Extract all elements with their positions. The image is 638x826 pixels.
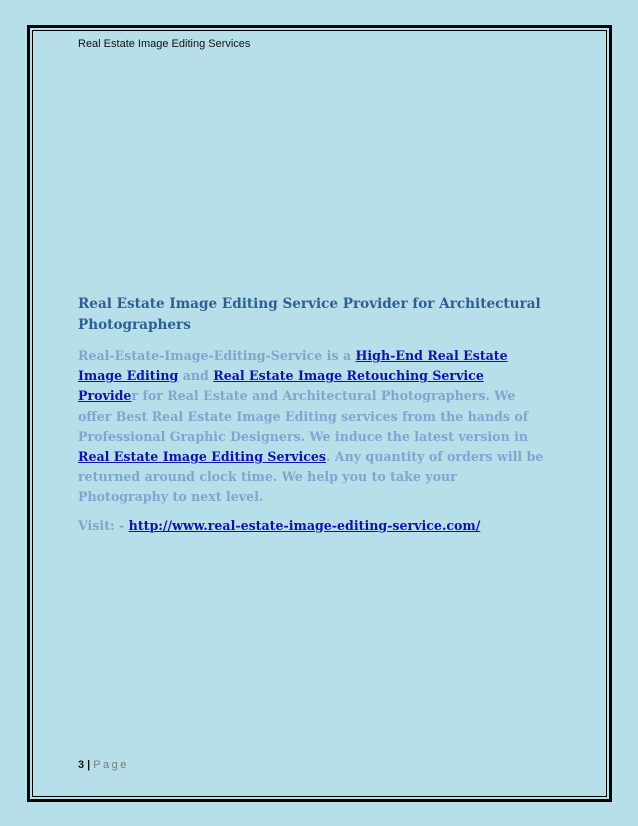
- page-number: 3: [78, 759, 85, 771]
- footer-separator: |: [87, 759, 91, 771]
- page-word: Page: [93, 759, 129, 771]
- page-footer: [78, 759, 129, 771]
- high-end-editing-link[interactable]: High-End Real Estate Image Editing: [78, 348, 508, 384]
- heading-line-2: Photographers: [78, 317, 191, 333]
- editing-services-link[interactable]: Real Estate Image Editing Services: [78, 449, 327, 465]
- body-paragraph: [78, 346, 548, 508]
- visit-label: Visit: -: [78, 517, 129, 533]
- body-text-2: . Any quantity of orders will be returned around clock time. We help you to take your Photography to next level.: [78, 449, 544, 505]
- website-url-link[interactable]: http://www.real-estate-image-editing-service.com/: [128, 517, 481, 533]
- and-text: and: [178, 368, 214, 384]
- article-heading: [78, 294, 548, 336]
- retouching-provider-link[interactable]: Real Estate Image Retouching Service Provide: [78, 368, 484, 404]
- body-text-1: r for Real Estate and Architectural Photographers. We offer Best Real Estate Image Editing services from the hands of Professional Graphic Designers. We induce the latest version in: [78, 388, 529, 444]
- article-content: [78, 294, 548, 536]
- intro-text: Real-Estate-Image-Editing-Service is a: [78, 348, 356, 363]
- visit-line: [78, 516, 548, 536]
- heading-line-1: Real Estate Image Editing Service Provider for Architectural: [78, 296, 541, 312]
- running-header: Real Estate Image Editing Services: [78, 38, 251, 50]
